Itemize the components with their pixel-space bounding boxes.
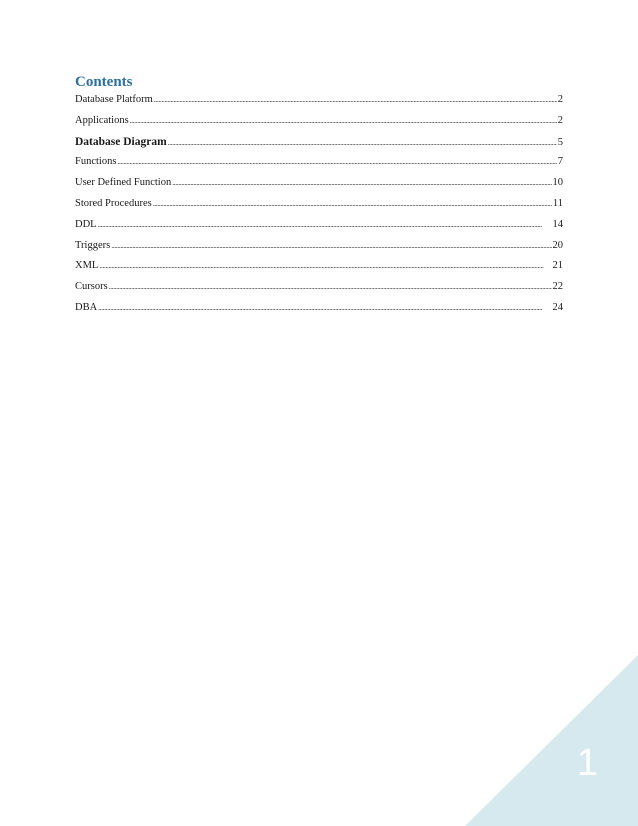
toc-entry[interactable] (75, 156, 563, 177)
toc-entry-title: Cursors (75, 281, 108, 293)
toc-dot-leader (154, 95, 557, 104)
toc-entry[interactable] (75, 136, 563, 157)
toc-entry[interactable] (75, 177, 563, 198)
toc-dot-leader (153, 199, 552, 208)
toc-entry-title: Applications (75, 114, 129, 126)
toc-entry-page: 21 (552, 260, 563, 272)
toc-entry[interactable] (75, 219, 563, 240)
toc-dot-leader (168, 138, 557, 147)
toc-entry[interactable] (75, 281, 563, 302)
toc-entry-title: User Defined Function (75, 177, 172, 189)
toc-entry-page: 5 (557, 136, 563, 148)
toc-dot-leader (109, 282, 552, 291)
toc-entry-title: Database Diagram (75, 135, 167, 148)
toc-dot-leader (172, 178, 551, 187)
toc-entry-page: 10 (552, 177, 563, 189)
toc-entry-page: 2 (557, 94, 563, 105)
toc-dot-leader (98, 303, 551, 312)
toc-entry-title: Stored Procedures (75, 197, 152, 209)
toc-dot-leader (98, 220, 552, 229)
toc-heading: Contents (75, 74, 133, 90)
toc-entry-page: 24 (552, 301, 563, 313)
toc-entry[interactable] (75, 302, 563, 323)
toc-dot-leader (117, 157, 556, 166)
toc-dot-leader (99, 261, 551, 270)
toc-entry-title: Functions (75, 156, 117, 168)
toc-list (75, 94, 563, 323)
toc-entry[interactable] (75, 115, 563, 136)
toc-entry-page: 11 (552, 197, 563, 209)
toc-entry[interactable] (75, 198, 563, 219)
toc-dot-leader (130, 116, 557, 125)
toc-entry-page: 7 (557, 156, 563, 168)
toc-dot-leader (111, 241, 551, 250)
toc-entry-title: DBA (75, 301, 98, 313)
toc-entry-page: 14 (552, 218, 563, 230)
toc-entry-title: DDL (75, 218, 97, 230)
toc-entry-title: Triggers (75, 239, 111, 251)
toc-entry-title: Database Platform (75, 94, 153, 105)
toc-entry[interactable] (75, 260, 563, 281)
toc-entry-page: 20 (552, 239, 563, 251)
toc-entry-page: 22 (552, 281, 563, 293)
toc-entry-page: 2 (557, 114, 563, 126)
toc-entry[interactable] (75, 94, 563, 115)
toc-entry[interactable] (75, 240, 563, 261)
page-number: 1 (576, 742, 598, 784)
toc-entry-title: XML (75, 260, 99, 272)
